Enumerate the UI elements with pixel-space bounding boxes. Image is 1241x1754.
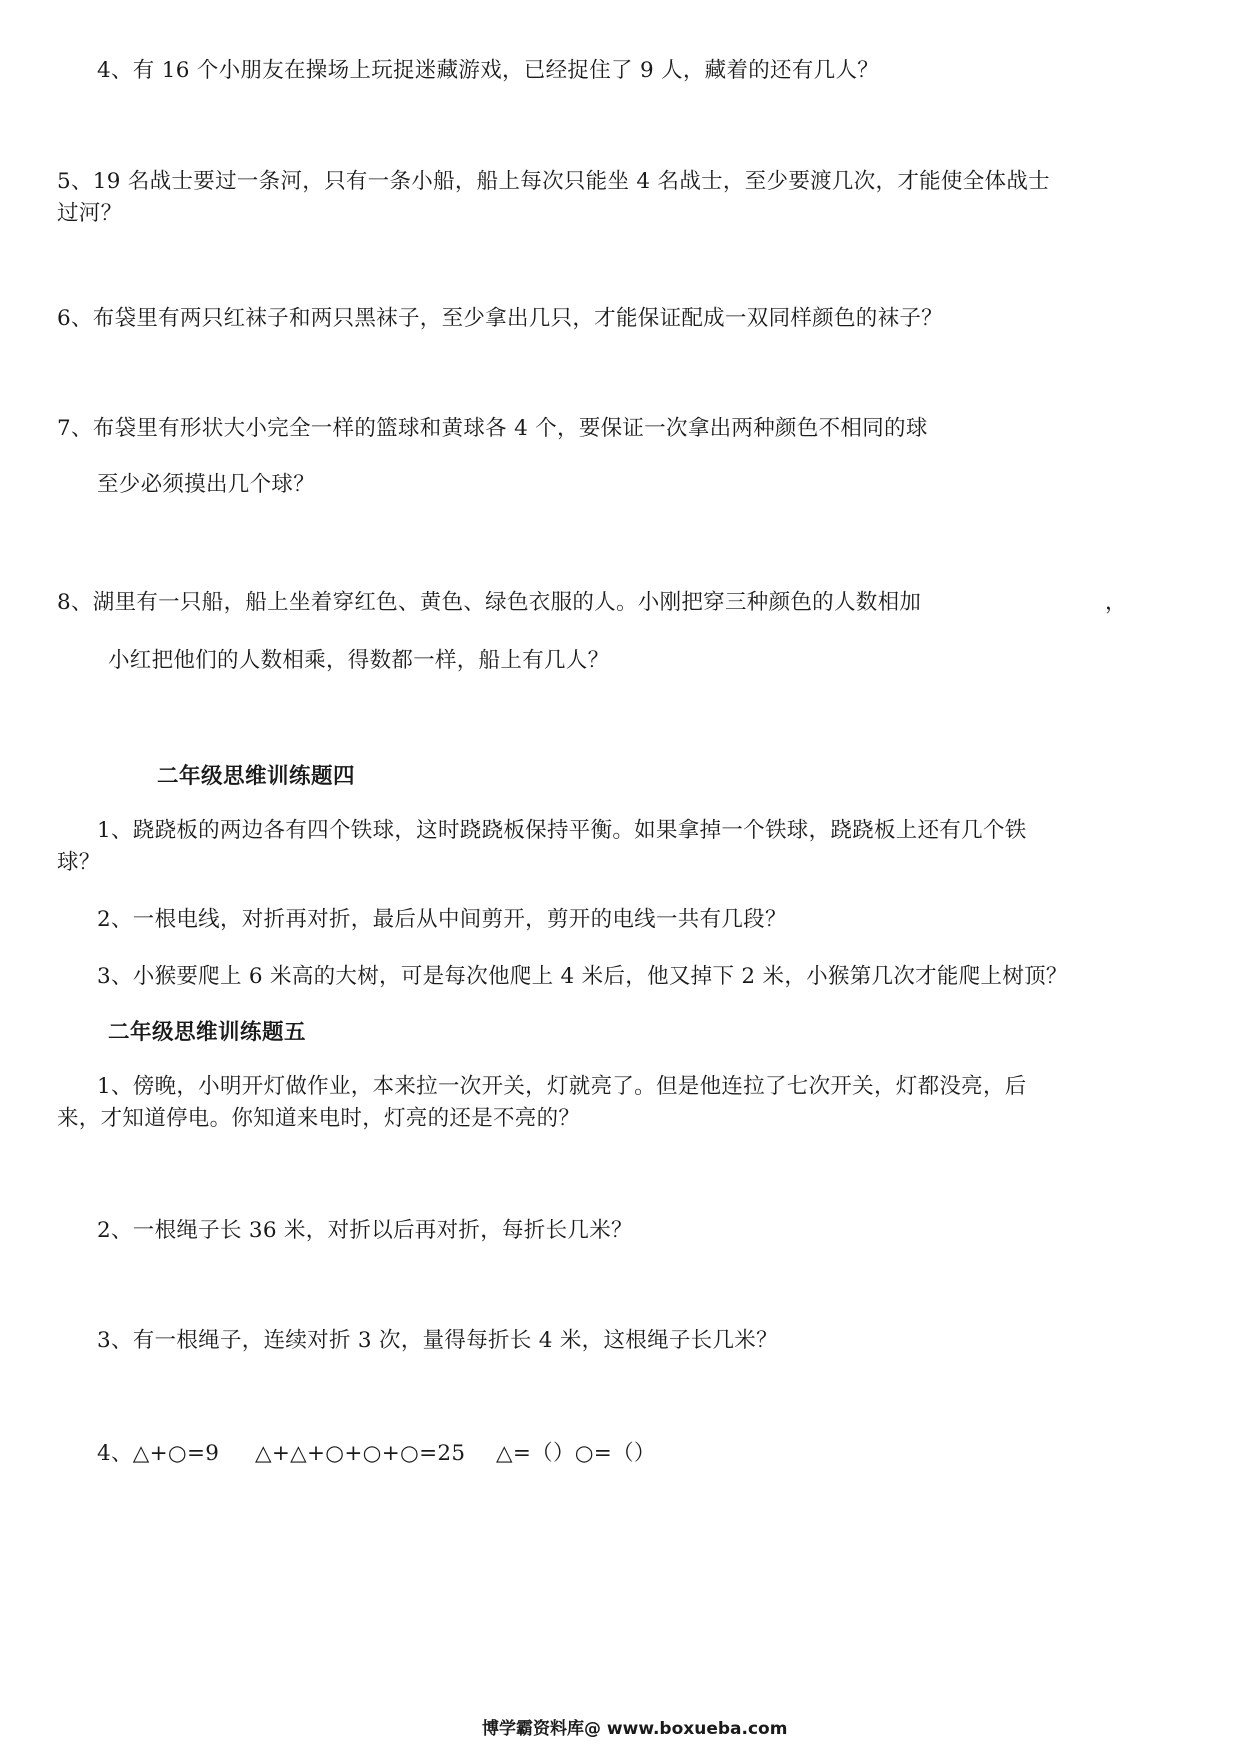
section-five-question-1-line-1: 1、傍晚，小明开灯做作业，本来拉一次开关，灯就亮了。但是他连拉了七次开关，灯都没亮，后	[97, 1074, 1027, 1099]
section-four-question-2: 2、一根电线，对折再对折，最后从中间剪开，剪开的电线一共有几段？	[97, 907, 787, 932]
section-five-question-4-part-3: △=（）○=（）	[496, 1441, 656, 1466]
footer-source: 博学霸资料库@ www.boxueba.com	[482, 1719, 788, 1739]
section-five-question-2: 2、一根绳子长 36 米，对折以后再对折，每折长几米？	[97, 1218, 633, 1243]
section-four-question-1-line-1: 1、跷跷板的两边各有四个铁球，这时跷跷板保持平衡。如果拿掉一个铁球，跷跷板上还有几个铁	[97, 818, 1027, 843]
section-five-question-4-part-2: △+△+○+○+○=25	[255, 1441, 466, 1466]
section-five-question-3: 3、有一根绳子，连续对折 3 次，量得每折长 4 米，这根绳子长几米？	[97, 1328, 778, 1353]
question-6: 6、布袋里有两只红袜子和两只黑袜子，至少拿出几只，才能保证配成一双同样颜色的袜子？	[57, 306, 943, 331]
section-four-title: 二年级思维训练题四	[157, 764, 356, 789]
question-7-line-2: 至少必须摸出几个球？	[97, 472, 316, 497]
section-four-question-1-line-2: 球？	[57, 850, 101, 875]
question-5-line-1: 5、19 名战士要过一条河，只有一条小船，船上每次只能坐 4 名战士，至少要渡几次，才能使全体战士	[57, 169, 1050, 194]
question-8-line-2: 小红把他们的人数相乘，得数都一样，船上有几人？	[108, 648, 610, 673]
question-7-line-1: 7、布袋里有形状大小完全一样的篮球和黄球各 4 个，要保证一次拿出两种颜色不相同的球	[57, 416, 928, 441]
question-5-line-2: 过河？	[57, 201, 123, 226]
section-four-question-3: 3、小猴要爬上 6 米高的大树，可是每次他爬上 4 米后，他又掉下 2 米，小猴第几次才能爬上树顶？	[97, 964, 1068, 989]
question-8-line-1: 8、湖里有一只船，船上坐着穿红色、黄色、绿色衣服的人。小刚把穿三种颜色的人数相加	[57, 590, 922, 615]
section-five-question-1-line-2: 来，才知道停电。你知道来电时，灯亮的还是不亮的？	[57, 1106, 581, 1131]
question-8-comma: ，	[1105, 590, 1127, 615]
section-five-question-4-part-1: 4、△+○=9	[97, 1441, 220, 1466]
question-4: 4、有 16 个小朋友在操场上玩捉迷藏游戏，已经捉住了 9 人，藏着的还有几人？	[97, 58, 880, 83]
section-five-title: 二年级思维训练题五	[108, 1020, 307, 1045]
